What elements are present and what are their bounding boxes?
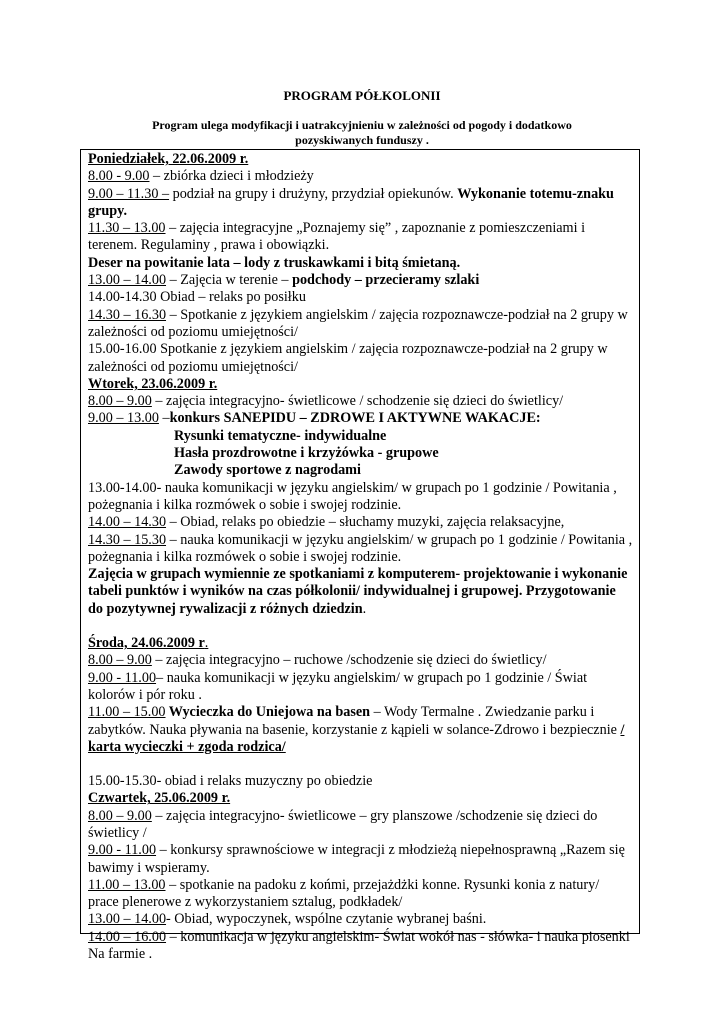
item-time: 11.00 – 13.00 — [88, 876, 166, 893]
item-text: – spotkanie na padoku z końmi, przejażdżki konne. Rysunki konia z natury/ prace plenerowe z wykorzystaniem sztalug, podkładek/ — [88, 876, 600, 911]
schedule-box — [80, 149, 640, 963]
item-time: 8.00 – 9.00 — [88, 652, 152, 669]
item-time: 14.00 – 16.00 — [88, 928, 167, 945]
day-heading-tuesday: Wtorek, 23.06.2009 r. — [88, 375, 218, 392]
item-text: – Zajęcia w terenie – — [166, 272, 293, 289]
schedule-item — [88, 307, 633, 342]
schedule-item: 15.00-16.00 Spotkanie z językiem angielskim / zajęcia rozpoznawcze-podział na 2 grupy w zależności od poziomu umiejętności/ — [88, 341, 608, 375]
day-heading-monday: Poniedziałek, 22.06.2009 r. — [88, 151, 249, 167]
item-time: 14.30 – 15.30 — [88, 531, 167, 548]
contest-subitem: Zawody sportowe z nagrodami — [174, 462, 361, 479]
schedule-item — [88, 514, 633, 531]
schedule-item — [88, 532, 633, 567]
subtitle-line: Program ulega modyfikacji i uatrakcyjnieniu w zależności od pogody i dodatkowo — [152, 118, 572, 132]
day-heading-wednesday — [88, 635, 633, 652]
item-text: – — [158, 410, 170, 427]
item-time: 9.00 - 11.00 — [88, 669, 157, 686]
contest-subitem: Hasła prozdrowotne i krzyżówka - grupowe — [174, 445, 439, 462]
schedule-item — [88, 877, 633, 912]
schedule-item — [88, 220, 633, 255]
item-bold: Wykonanie totemu-znaku grupy. — [88, 185, 614, 219]
subtitle-line: pozyskiwanych funduszy . — [295, 133, 429, 147]
item-text: – Obiad, relaks po obiedzie – słuchamy muzyki, zajęcia relaksacyjne, — [166, 514, 565, 531]
schedule-item: 14.00-14.30 Obiad – relaks po posiłku — [88, 289, 306, 306]
item-text: – zajęcia integracyjne „Poznajemy się” , zapoznanie z pomieszczeniami i terenem. Regulaminy , prawa i obowiązki. — [88, 220, 586, 254]
schedule-item — [88, 929, 633, 964]
item-text: – Spotkanie z językiem angielskim / zajęcia rozpoznawcze-podział na 2 grupy w zależności od poziomu umiejętności/ — [88, 306, 628, 340]
schedule-item — [88, 566, 633, 618]
item-text: – zbiórka dzieci i młodzieży — [149, 168, 314, 185]
item-text: – zajęcia integracyjno- świetlicowe – gry planszowe /schodzenie się dzieci do świetlicy / — [88, 807, 598, 841]
item-time: 8.00 – 9.00 — [88, 393, 152, 410]
day-heading-end: . — [204, 635, 209, 652]
item-time: 13.00 – 14.00 — [88, 911, 167, 928]
schedule-item — [88, 842, 633, 877]
item-time: 14.00 – 14.30 — [88, 514, 167, 531]
item-text: – nauka komunikacji w języku angielskim/ w grupach po 1 godzinie / Powitania , pożegnania i kilka rozmówek o sobie i swojej rodzinie. — [88, 531, 633, 565]
page-title: PROGRAM PÓŁKOLONII — [283, 88, 441, 103]
item-bold: Zajęcia w grupach wymiennie ze spotkaniami z komputerem- projektowanie i wykonanie tabeli punktów i wyników na czas półkolonii/ indywidualnej i grupowej. Przygotowanie do pozytywnej rywalizacji z różnych dziedzin — [88, 566, 628, 617]
item-time: 13.00 – 14.00 — [88, 272, 167, 289]
item-text: – zajęcia integracyjno- świetlicowe / schodzenie się dzieci do świetlicy/ — [151, 393, 564, 410]
item-time: 8.00 - 9.00 — [88, 168, 150, 185]
item-time: 9.00 – 11.30 – — [88, 185, 170, 202]
item-bold: konkurs SANEPIDU – ZDROWE I AKTYWNE WAKACJE: — [169, 410, 541, 427]
schedule-item — [88, 410, 633, 427]
item-text: podział na grupy i drużyny, przydział opiekunów. — [169, 185, 458, 202]
item-bold: podchody – przecieramy szlaki — [292, 272, 480, 289]
schedule-item — [88, 911, 633, 928]
item-time: 11.00 – 15.00 — [88, 704, 166, 721]
schedule-item: Deser na powitanie lata – lody z truskawkami i bitą śmietaną. — [88, 254, 461, 271]
item-text: – zajęcia integracyjno – ruchowe /schodzenie się dzieci do świetlicy/ — [151, 652, 547, 669]
item-text: – komunikacja w języku angielskim- Świat wokół nas - słówka- i nauka piosenki Na farmie . — [88, 928, 630, 963]
schedule-item — [88, 272, 633, 289]
schedule-item — [88, 393, 633, 410]
contest-subitem: Rysunki tematyczne- indywidualne — [174, 427, 387, 444]
spacer — [88, 618, 633, 635]
item-text: – Wody Termalne . Zwiedzanie parku i zabytków. Nauka pływania na basenie, korzystanie z kąpieli w solance-Zdrowo i bezpiecznie — [88, 704, 621, 738]
spacer — [88, 756, 633, 773]
schedule-item — [88, 652, 633, 669]
item-text: – nauka komunikacji w języku angielskim/ w grupach po 1 godzinie / Świat kolorów i pór roku . — [88, 669, 588, 703]
item-time: 9.00 – 13.00 — [88, 410, 159, 427]
item-bold: Wycieczka do Uniejowa na basen — [165, 704, 371, 721]
schedule-item: 15.00-15.30- obiad i relaks muzyczny po obiedzie — [88, 773, 373, 790]
schedule-item — [88, 704, 633, 756]
item-text: . — [362, 600, 367, 617]
day-heading-thursday: Czwartek, 25.06.2009 r. — [88, 790, 231, 807]
schedule-item — [88, 168, 633, 185]
schedule-item: 13.00-14.00- nauka komunikacji w języku angielskim/ w grupach po 1 godzinie / Powitania , pożegnania i kilka rozmówek o sobie i swojej rodzinie. — [88, 479, 617, 513]
item-time: 11.30 – 13.00 — [88, 220, 166, 237]
schedule-item — [88, 808, 633, 843]
item-time: 9.00 - 11.00 — [88, 842, 157, 859]
page-subtitle — [100, 118, 624, 148]
item-time: 14.30 – 16.30 — [88, 306, 167, 323]
item-text: – konkursy sprawnościowe w integracji z młodzieżą niepełnosprawną „Razem się bawimy i wspieramy. — [88, 842, 625, 876]
trip-consent-note: / karta wycieczki + zgoda rodzica/ — [88, 721, 625, 755]
day-heading-text: Środa, 24.06.2009 r — [88, 635, 205, 652]
schedule-item — [88, 670, 633, 705]
schedule-item — [88, 186, 633, 221]
item-time: 8.00 – 9.00 — [88, 807, 152, 824]
item-text: - Obiad, wypoczynek, wspólne czytanie wybranej baśni. — [166, 911, 487, 928]
